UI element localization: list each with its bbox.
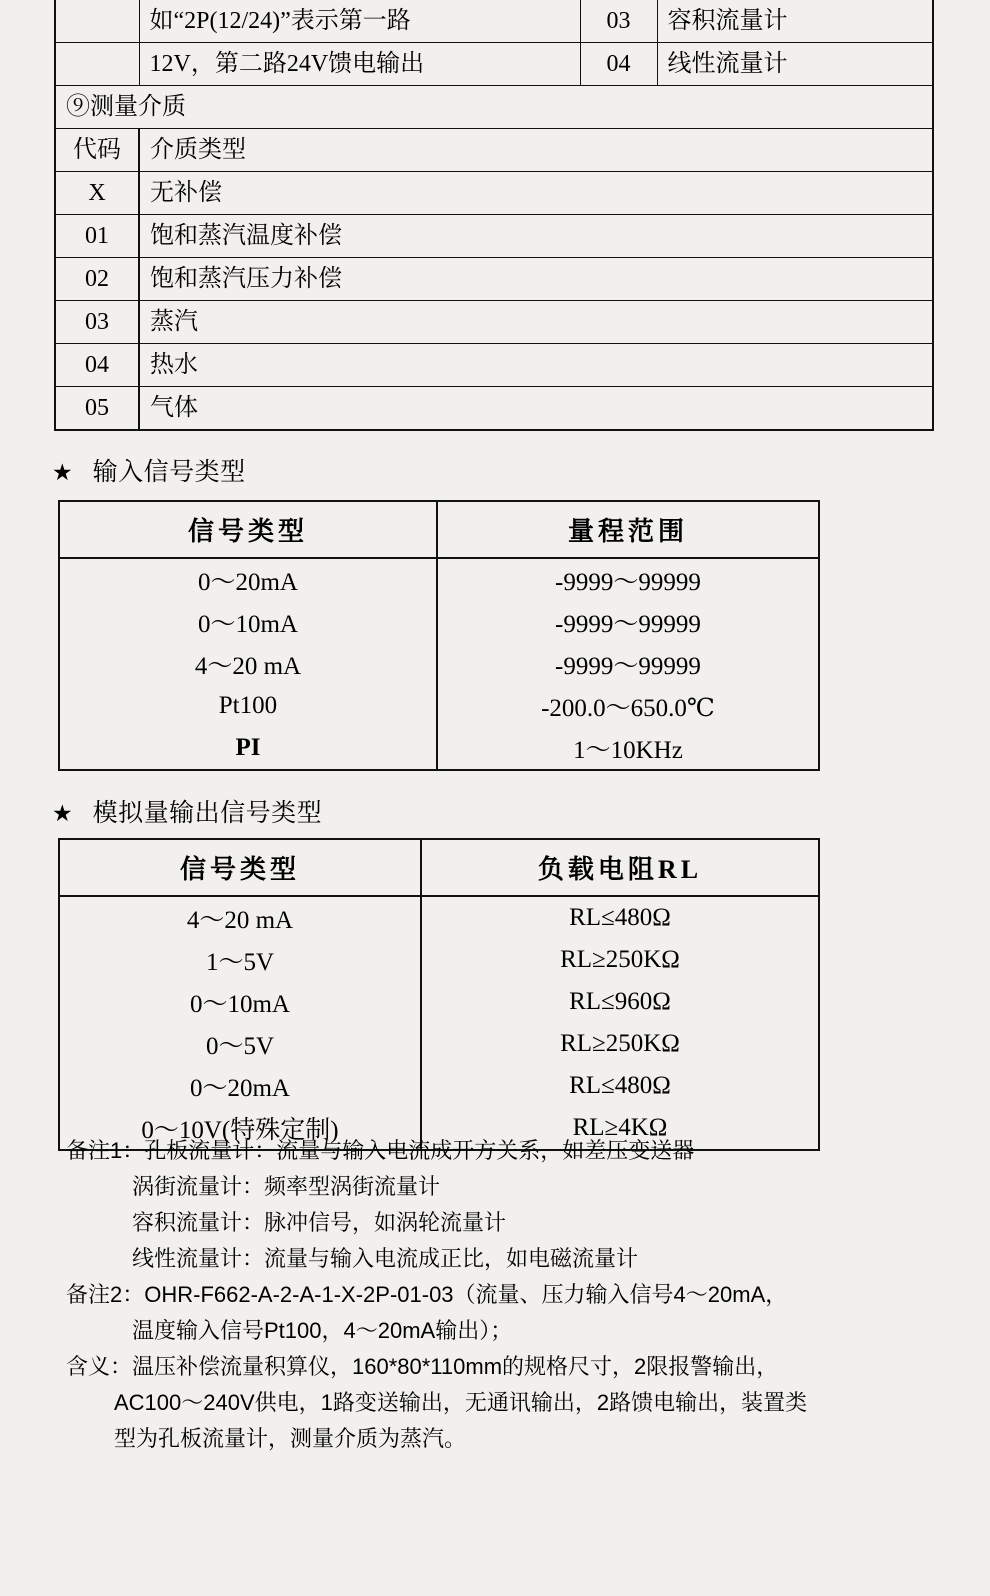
device-code-03: 03 [580,0,657,43]
load-resistance: RL≥250KΩ [560,946,680,973]
load-resistance: RL≥250KΩ [560,1030,680,1057]
feed-output-desc-line1: 如“2P(12/24)”表示第一路 [139,0,580,43]
table-row [55,172,933,215]
medium-type: 气体 [139,387,933,431]
table-row [59,558,819,601]
medium-code: 01 [55,215,139,258]
signal-type: 0～10mA [59,601,437,643]
signal-range: -9999～99999 [555,569,701,596]
load-resistance: RL≤480Ω [569,1072,671,1099]
header-signal-type: 信号类型 [59,839,421,896]
table-header-row [59,501,819,558]
output-signal-heading-label: 模拟量输出信号类型 [92,800,323,827]
star-icon: ★ [52,800,74,826]
table-row [59,601,819,643]
signal-type: 4～20 mA [59,643,437,685]
table-row [59,643,819,685]
load-resistance: RL≤960Ω [569,988,671,1015]
signal-range: -9999～99999 [555,653,701,680]
table-header-row [55,129,933,172]
table-row [59,896,819,939]
table-row [59,685,819,727]
note1-line1: 备注1：孔板流量计：流量与输入电流成开方关系，如差压变送器 [66,1138,695,1163]
input-signal-table [58,500,820,771]
section-title-measurement-medium: ⑨测量介质 [55,86,933,129]
medium-code: X [55,172,139,215]
signal-type: 4～20 mA [59,896,421,939]
signal-type: 0～10V(特殊定制) [59,1107,421,1150]
table-row [59,1065,819,1107]
signal-type: 1～5V [59,939,421,981]
signal-type: 0～5V [59,1023,421,1065]
star-icon: ★ [52,459,74,485]
table-row [55,215,933,258]
table-row [59,981,819,1023]
signal-type: PI [59,727,437,770]
medium-type: 热水 [139,344,933,387]
note1-line3: 容积流量计：脉冲信号，如涡轮流量计 [132,1210,507,1235]
meaning-line2: AC100～240V供电，1路变送输出，无通讯输出，2路馈电输出，装置类 [114,1390,808,1415]
medium-code: 05 [55,387,139,431]
table-row [55,344,933,387]
blank-cell [55,0,139,43]
header-load-resistance: 负载电阻RL [421,839,819,896]
table-row [55,301,933,344]
medium-type: 饱和蒸汽温度补偿 [139,215,933,258]
load-resistance: RL≤480Ω [569,904,671,931]
blank-cell [55,43,139,86]
input-signal-heading [52,452,246,488]
header-range: 量程范围 [437,501,819,558]
output-signal-table [58,838,820,1151]
device-name-04: 线性流量计 [657,43,933,86]
meaning-line3: 型为孔板流量计，测量介质为蒸汽。 [114,1426,467,1451]
signal-type: 0～10mA [59,981,421,1023]
note1-line2: 涡街流量计：频率型涡街流量计 [132,1174,441,1199]
input-signal-heading-label: 输入信号类型 [92,459,246,486]
medium-code: 04 [55,344,139,387]
note1-line4: 线性流量计：流量与输入电流成正比，如电磁流量计 [132,1246,639,1271]
table-row [55,258,933,301]
table-row [59,727,819,770]
table-row [55,43,933,86]
medium-type: 蒸汽 [139,301,933,344]
device-code-04: 04 [580,43,657,86]
table-header-row [59,839,819,896]
table-row [55,0,933,43]
medium-code: 03 [55,301,139,344]
medium-type: 无补偿 [139,172,933,215]
medium-code: 02 [55,258,139,301]
section-title-row [55,86,933,129]
table-row [59,939,819,981]
table-row [59,1023,819,1065]
device-name-03: 容积流量计 [657,0,933,43]
header-signal-type: 信号类型 [59,501,437,558]
note2-line2: 温度输入信号Pt100，4～20mA输出）； [132,1318,513,1343]
signal-type: Pt100 [59,685,437,727]
signal-type: 0～20mA [59,1065,421,1107]
signal-range: -9999～99999 [555,611,701,638]
header-code: 代码 [55,129,139,172]
header-medium-type: 介质类型 [139,129,933,172]
meaning-line1: 含义：温压补偿流量积算仪，160*80*110mm的规格尺寸，2限报警输出， [66,1354,779,1379]
medium-type: 饱和蒸汽压力补偿 [139,258,933,301]
signal-range: -200.0～650.0℃ [541,695,715,722]
table-row [55,387,933,431]
note2-line1: 备注2：OHR-F662-A-2-A-1-X-2P-01-03（流量、压力输入信号4～20mA， [66,1282,788,1307]
signal-type: 0～20mA [59,558,437,601]
measurement-medium-code-table [54,0,934,431]
load-resistance: RL≥4KΩ [572,1114,668,1141]
signal-range: 1～10KHz [573,737,683,764]
notes-section [66,1140,946,1464]
feed-output-desc-line2: 12V，第二路24V馈电输出 [139,43,580,86]
output-signal-heading [52,793,322,829]
